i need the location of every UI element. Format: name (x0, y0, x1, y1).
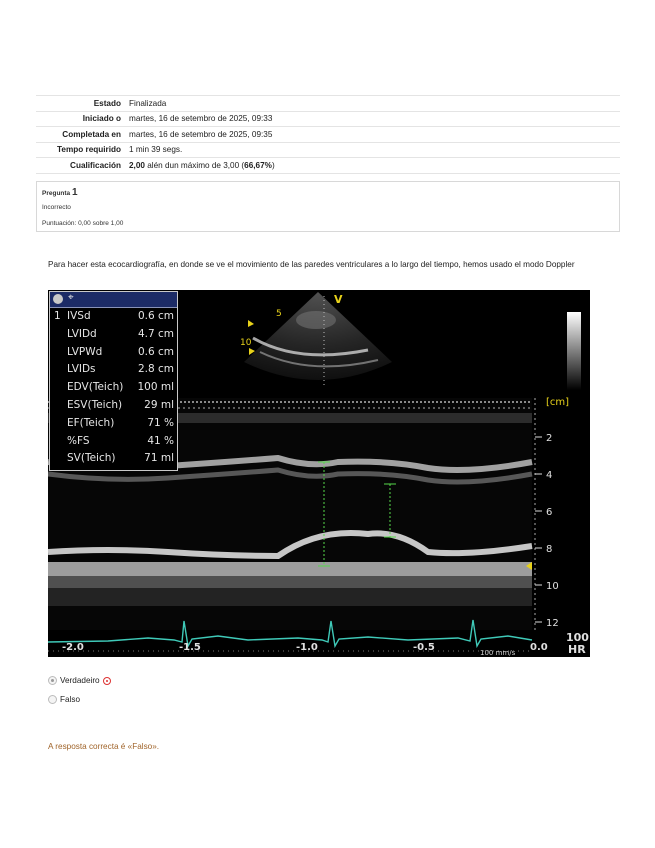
sweep-speed: 100 mm/s (480, 649, 516, 657)
answer-label: Verdadeiro (60, 676, 100, 685)
summary-value: 1 min 39 segs. (125, 142, 620, 158)
summary-key: Completada en (36, 127, 125, 143)
depth-tick-label: 6 (546, 507, 553, 518)
measurement-row (50, 397, 177, 415)
depth-tick-label: 10 (546, 581, 559, 592)
summary-value: Finalizada (125, 96, 620, 112)
question-text: Para hacer esta ecocardiografía, en donde se ve el movimiento de las paredes ventriculares a lo largo del tiempo, hemos usado el modo Doppler (48, 260, 575, 269)
measurement-value: 0.6 cm (137, 310, 174, 322)
depth-ticks (535, 433, 559, 629)
summary-row-state (36, 96, 620, 112)
hr-unit: HR (568, 643, 586, 656)
radio-selected-icon[interactable] (48, 676, 57, 685)
question-grade: Puntuación: 0,00 sobre 1,00 (42, 220, 124, 227)
depth-tick-label: 12 (546, 618, 559, 629)
sector-marker-1 (248, 320, 254, 327)
sector-label-5: 5 (276, 309, 282, 319)
measurement-label: %FS (67, 434, 90, 447)
measurement-value: 41 % (147, 434, 174, 447)
grade-value (125, 158, 620, 174)
summary-row-started (36, 111, 620, 127)
depth-tick-label: 4 (546, 470, 553, 481)
sector-label-10: 10 (240, 338, 252, 348)
correct-answer-feedback: A resposta correcta é «Falso». (48, 742, 160, 751)
depth-tick-label: 8 (546, 544, 553, 555)
grade-score: 2,00 (129, 160, 145, 170)
summary-row-grade (36, 158, 620, 174)
echocardiogram-image (48, 290, 590, 657)
grayscale-bar (567, 312, 581, 390)
hr-value: 100 (566, 631, 589, 644)
summary-key: Estado (36, 96, 125, 112)
question-label: Pregunta (42, 190, 71, 197)
time-tick-label: -2.0 (62, 642, 84, 653)
summary-value: martes, 16 de setembro de 2025, 09:33 (125, 111, 620, 127)
summary-row-completed (36, 127, 620, 143)
measurement-list (50, 308, 177, 468)
measurement-row (50, 361, 177, 379)
question-number-value: 1 (71, 187, 78, 198)
measurement-label: EF(Teich) (67, 416, 115, 429)
measurement-row (50, 433, 177, 451)
time-tick-label: -1.0 (296, 642, 318, 653)
measurement-value: 29 ml (144, 398, 174, 411)
time-tick-label: -1.5 (179, 642, 201, 653)
measurement-label: ESV(Teich) (67, 398, 123, 411)
question-info-box (36, 181, 620, 232)
measurement-row (50, 415, 177, 433)
radio-unselected-icon[interactable] (48, 695, 57, 704)
summary-key: Cualificación (36, 158, 125, 174)
time-tick-label: -0.5 (413, 642, 435, 653)
measurement-value: 0.6 cm (137, 345, 174, 358)
measurement-label: LVIDs (67, 363, 96, 376)
grade-percent: 66,67% (244, 160, 272, 170)
measurement-index: 1 (54, 310, 61, 322)
measurement-label: EDV(Teich) (67, 381, 124, 394)
grade-middle-text: alén dun máximo de 3,00 ( (144, 160, 245, 170)
time-tick-label: 0.0 (530, 642, 548, 653)
incorrect-mark-icon (103, 677, 111, 685)
summary-value: martes, 16 de setembro de 2025, 09:35 (125, 127, 620, 143)
attempt-summary-table (36, 95, 620, 174)
grade-end-text: ) (271, 160, 275, 170)
measurement-row (50, 326, 177, 344)
cursor-tool-icon: ⌖ (68, 292, 74, 303)
measurement-value: 71 % (147, 416, 174, 429)
summary-key: Iniciado o (36, 111, 125, 127)
measurement-label: SV(Teich) (67, 452, 116, 465)
answer-label: Falso (60, 695, 81, 704)
measurement-value: 2.8 cm (137, 363, 174, 376)
measurement-row (50, 344, 177, 362)
sector-label-v: V (334, 293, 343, 306)
summary-row-time (36, 142, 620, 158)
record-icon (53, 294, 63, 304)
measurement-label: LVPWd (67, 345, 103, 358)
measurement-value: 4.7 cm (137, 327, 174, 340)
measurement-label: IVSd (67, 310, 91, 322)
measurement-row (50, 379, 177, 397)
measurement-panel-titlebar (50, 292, 177, 308)
measurement-value: 71 ml (144, 452, 174, 465)
measurement-row (50, 450, 177, 468)
measurement-panel (49, 291, 178, 471)
question-state: Incorrecto (42, 204, 71, 211)
question-number (42, 187, 78, 198)
summary-key: Tempo requirido (36, 142, 125, 158)
measurement-value: 100 ml (137, 381, 174, 394)
time-ticks (62, 642, 548, 653)
depth-tick-label: 2 (546, 433, 553, 444)
measurement-row (50, 308, 177, 326)
measurement-label: LVIDd (67, 327, 97, 340)
answer-option-verdadeiro[interactable] (48, 676, 111, 685)
answer-option-falso[interactable] (48, 695, 80, 704)
depth-unit: [cm] (546, 397, 570, 408)
